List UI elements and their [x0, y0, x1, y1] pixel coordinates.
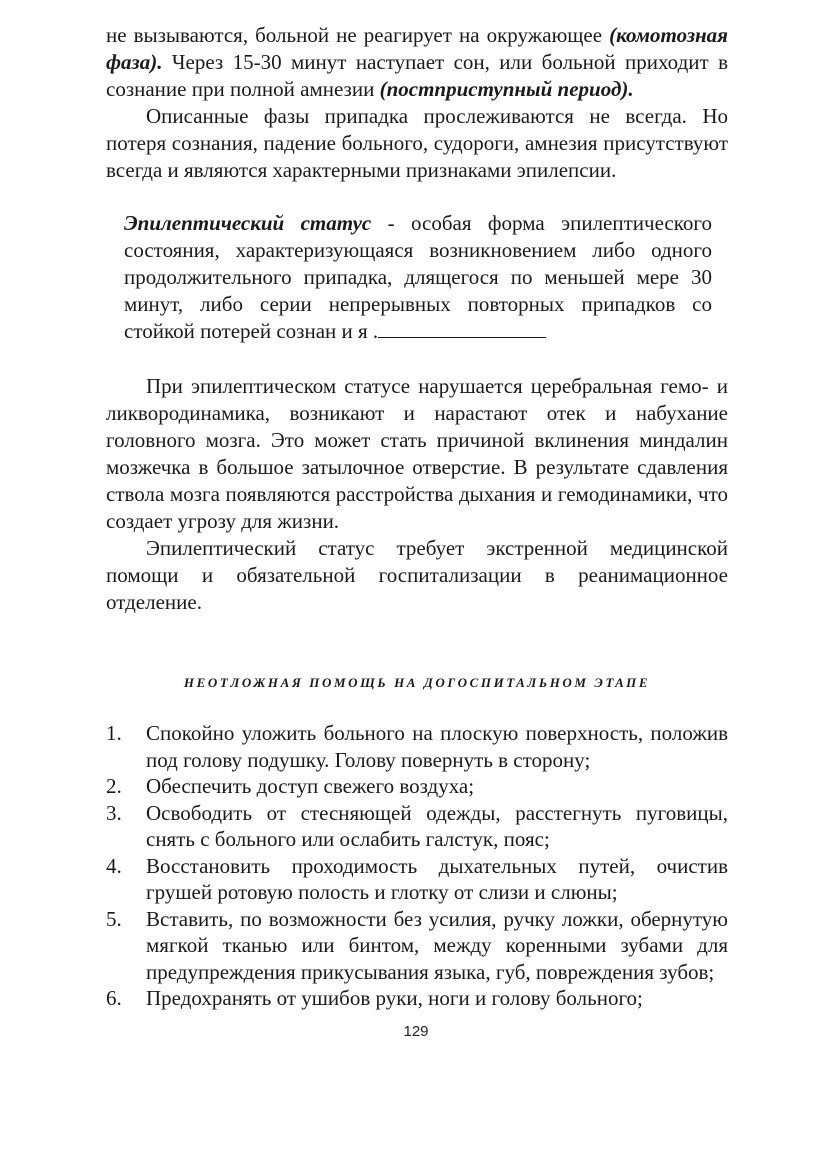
status-section	[106, 373, 728, 616]
section-heading: НЕОТЛОЖНАЯ ПОМОЩЬ НА ДОГОСПИТАЛЬНОМ ЭТАПЕ	[183, 675, 651, 690]
definition-text	[124, 210, 712, 345]
para1-text-b: Через 15-30 минут наступает сон, или больной приходит в сознание при полной амнезии	[106, 50, 728, 101]
paragraph-coma-phase	[106, 22, 728, 103]
list-number: 3.	[106, 800, 122, 825]
list-number: 1.	[106, 721, 122, 745]
list-item	[106, 800, 728, 853]
list-item	[106, 853, 728, 906]
paragraph-phases: Описанные фазы припадка прослеживаются не всегда. Но потеря сознания, падение больного, судороги, амнезия присутствуют всегда и являются характерными признаками эпилепсии.	[106, 104, 728, 182]
para1-text-a: не вызываются, больной не реагирует на окружающее	[106, 23, 610, 47]
blank-underline	[378, 319, 546, 338]
definition-body: - особая форма эпилептического состояния, характеризующаяся возникновением либо одного продолжительного припадка, длящегося по меньшей мере 30 минут, либо серии непрерывных повторных припадков со стойкой потерей сознан и я .	[124, 211, 712, 343]
paragraph-hospitalization: Эпилептический статус требует экстренной медицинской помощи и обязательной госпитализации в реанимационное отделение.	[106, 536, 728, 614]
list-number: 6.	[106, 986, 122, 1010]
list-item	[106, 906, 728, 986]
definition-term: Эпилептический статус	[124, 211, 372, 235]
list-text: Спокойно уложить больного на плоскую поверхность, положив под голову подушку. Голову повернуть в сторону;	[146, 721, 728, 772]
list-item	[106, 720, 728, 773]
page-content	[106, 22, 728, 1012]
list-text: Предохранять от ушибов руки, ноги и голову больного;	[146, 986, 643, 1010]
list-text: Обеспечить доступ свежего воздуха;	[146, 774, 475, 798]
list-number: 5.	[106, 906, 122, 931]
list-text: Освободить от стесняющей одежды, расстегнуть пуговицы, снять с больного или ослабить галстук, пояс;	[146, 800, 728, 851]
term-coma-phase: (комотозная фаза).	[106, 23, 728, 74]
first-aid-list	[106, 720, 728, 1012]
list-text: Вставить, по возможности без усилия, ручку ложки, обернутую мягкой тканью или бинтом, между коренными зубами для предупреждения прикусывания языка, губ, повреждения зубов;	[146, 906, 728, 984]
list-number: 4.	[106, 853, 122, 878]
list-item	[106, 985, 728, 1012]
term-postictal-period: (постприступный период).	[379, 77, 634, 101]
list-number: 2.	[106, 774, 122, 798]
paragraph-hemodynamics: При эпилептическом статусе нарушается церебральная гемо- и ликвородинамика, возникают и нарастают отек и набухание головного мозга. Это может стать причиной вклинения миндалин мозжечка в большое затылочное отверстие. В результате сдавления ствола мозга появляются расстройства дыхания и гемодинамики, что создает угрозу для жизни.	[106, 374, 728, 533]
list-text: Восстановить проходимость дыхательных путей, очистив грушей ротовую полость и глотку от слизи и слюны;	[146, 853, 728, 904]
page-number: 129	[403, 1023, 429, 1040]
definition-block	[124, 210, 712, 345]
list-item	[106, 773, 728, 800]
